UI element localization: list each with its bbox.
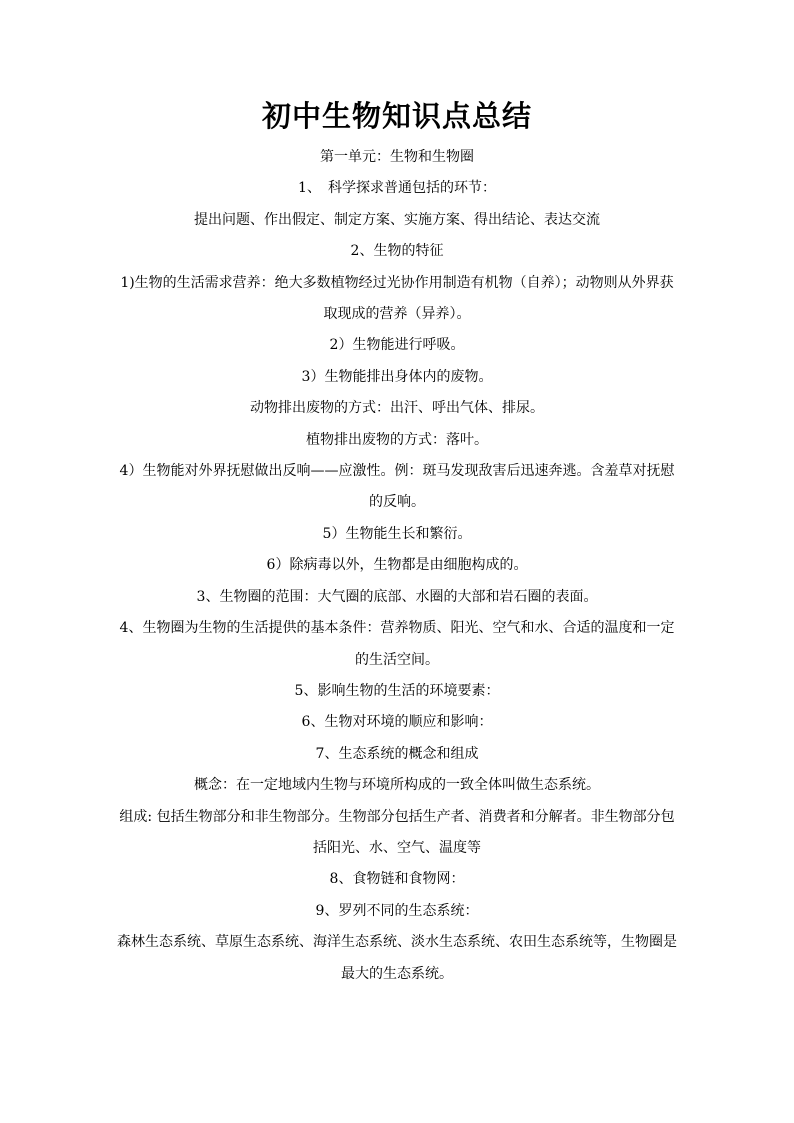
text-line: 2、生物的特征 [350, 243, 444, 260]
text-line: 的反响。 [369, 494, 425, 511]
text-line: 9、罗列不同的生态系统： [315, 902, 479, 919]
text-line: 6）除病毒以外，生物都是由细胞构成的。 [266, 557, 528, 574]
text-line: 的生活空间。 [355, 651, 439, 668]
document-title: 初中生物知识点总结 [261, 99, 532, 133]
text-line: 5、影响生物的生活的环境要素： [294, 682, 500, 699]
text-line: 6、生物对环境的顺应和影响： [301, 714, 493, 731]
text-line: 植物排出废物的方式：落叶。 [306, 431, 488, 448]
section-heading: 第一单元：生物和生物圈 [320, 149, 474, 165]
text-line: 2）生物能进行呼吸。 [329, 337, 465, 354]
text-line: 组成: 包括生物部分和非生物部分。生物部分包括生产者、消费者和分解者。非生物部分包 [119, 808, 675, 825]
text-line: 8、食物链和食物网： [329, 871, 465, 888]
text-line: 森林生态系统、草原生态系统、海洋生态系统、淡水生态系统、农田生态系统等，生物圈是 [117, 934, 677, 951]
text-line: 1)生物的生活需求营养：绝大多数植物经过光协作用制造有机物（自养）；动物则从外界获 [120, 274, 674, 291]
text-line: 3、生物圈的范围：大气圈的底部、水圈的大部和岩石圈的表面。 [196, 588, 598, 605]
text-line: 1、 科学探求普通包括的环节： [298, 180, 496, 197]
text-line: 括阳光、水、空气、温度等 [313, 839, 481, 856]
text-line: 动物排出废物的方式：出汗、呼出气体、排尿。 [250, 400, 544, 417]
text-line: 3）生物能排出身体内的废物。 [301, 368, 493, 385]
text-line: 提出问题、作出假定、制定方案、实施方案、得出结论、表达交流 [194, 211, 600, 228]
text-line: 7、生态系统的概念和组成 [315, 745, 479, 762]
text-line: 取现成的营养（异养）。 [323, 306, 471, 323]
document-body [117, 142, 677, 990]
text-line: 5）生物能生长和繁衍。 [322, 525, 472, 542]
text-line: 4）生物能对外界抚慰做出反响——应激性。例：斑马发现敌害后迅速奔逃。含羞草对抚慰 [119, 463, 675, 480]
text-line: 4、生物圈为生物的生活提供的基本条件：营养物质、阳光、空气和水、合适的温度和一定 [119, 620, 675, 637]
text-line: 概念：在一定地域内生物与环境所构成的一致全体叫做生态系统。 [194, 777, 600, 794]
text-line: 最大的生态系统。 [341, 965, 453, 982]
